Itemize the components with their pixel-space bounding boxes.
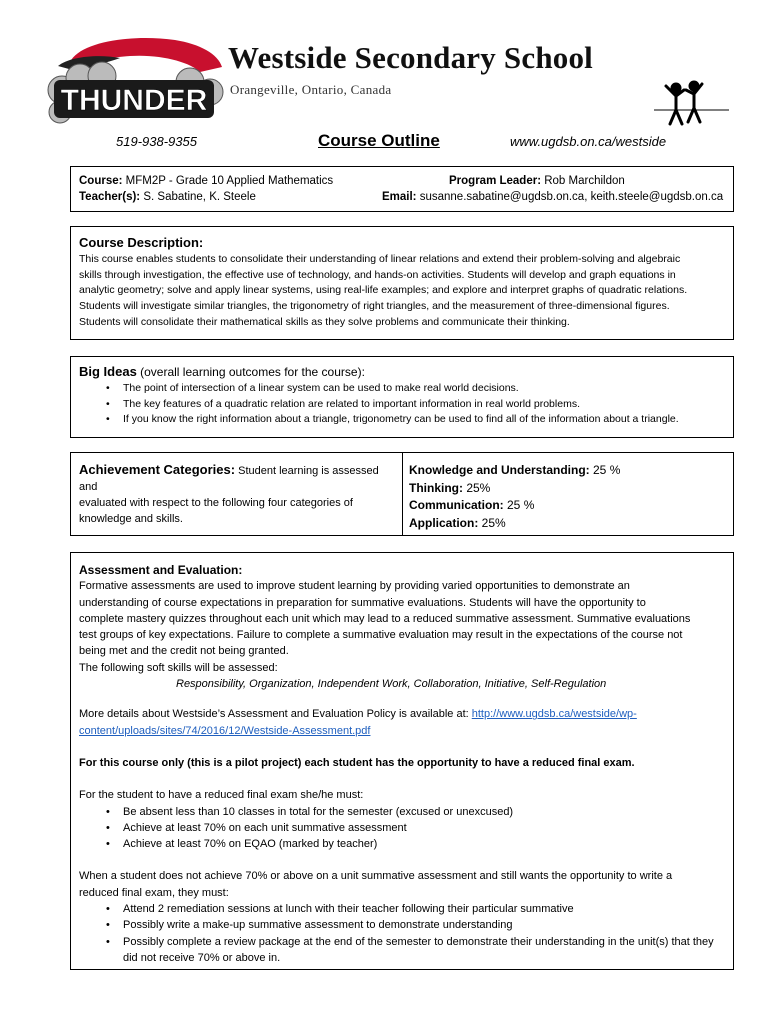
teachers-line — [79, 189, 256, 205]
leader-line — [449, 173, 625, 189]
big-ideas-subheading: (overall learning outcomes for the course): — [136, 365, 365, 379]
description-line: This course enables students to consolidate their understanding of linear relations and extend their problem-solving and algebraic — [79, 253, 681, 265]
description-line: skills through investigation, the effective use of technology, and hands-on activities. Students will develop and graph equations in — [79, 268, 676, 281]
list-item: • Achieve at least 70% on each unit summative assessment — [79, 820, 725, 836]
list-item: • Possibly write a make-up summative assessment to demonstrate understanding — [79, 917, 725, 933]
big-ideas-heading: Big Ideas — [79, 364, 137, 379]
achievement-divider — [402, 453, 403, 535]
assessment-line: understanding of course expectations in preparation for summative evaluations. Students will have the opportunity to — [79, 596, 646, 609]
teachers-value: S. Sabatine, K. Steele — [143, 191, 256, 203]
course-description-box — [70, 226, 734, 340]
page-title: Course Outline — [318, 131, 440, 150]
category-label: Thinking: — [409, 480, 463, 495]
big-ideas-list — [79, 381, 725, 428]
category-label: Communication: — [409, 498, 504, 512]
achievement-text-1: Student learning is assessed and — [79, 465, 379, 493]
school-name: Westside Secondary School — [228, 40, 593, 75]
list-item: • Attend 2 remediation sessions at lunch with their teacher following their particular summative — [79, 901, 725, 917]
school-logo — [40, 32, 225, 126]
list-item: • Achieve at least 70% on EQAO (marked by teacher) — [79, 836, 725, 852]
description-line: Students will investigate similar triangles, the trigonometry of right triangles, and the measurement of three-dimensional figures. — [79, 300, 670, 313]
description-text — [79, 252, 725, 331]
course-label: Course: — [79, 175, 123, 187]
teachers-label: Teacher(s): — [79, 191, 141, 203]
not-achieve-line: When a student does not achieve 70% or above on a unit summative assessment and still wants the opportunity to write a — [79, 870, 673, 883]
reduced-intro: For the student to have a reduced final exam she/he must: — [79, 789, 364, 802]
email-value[interactable]: susanne.sabatine@ugdsb.on.ca, keith.steele@ugdsb.on.ca — [419, 191, 724, 203]
policy-line — [79, 706, 725, 722]
leader-label: Program Leader: — [449, 175, 542, 187]
course-line — [79, 173, 333, 189]
school-location: Orangeville, Ontario, Canada — [230, 82, 392, 97]
category-value: 25 % — [503, 498, 535, 512]
not-achieve-line: reduced final exam, they must: — [79, 886, 229, 899]
category-label: Application: — [409, 515, 479, 530]
policy-text: More details about Westside’s Assessment and Evaluation Policy is available at: — [79, 708, 472, 721]
description-heading: Course Description: — [79, 235, 204, 250]
big-ideas-box — [70, 356, 734, 438]
logo-text: THUNDER — [60, 84, 208, 117]
not-achieve-list — [79, 901, 725, 966]
leader-value: Rob Marchildon — [544, 175, 625, 187]
category-row — [409, 462, 620, 480]
achievement-heading: Achievement Categories: — [79, 462, 236, 477]
category-value: 25% — [478, 515, 506, 530]
email-line — [382, 189, 723, 205]
reduced-requirements-list — [79, 804, 725, 853]
policy-link-continued[interactable]: content/uploads/sites/74/2016/12/Westside-Assessment.pdf — [79, 724, 371, 737]
assessment-line: test groups of key expectations. Failure to complete a summative evaluation may result in the expectations of the course not — [79, 629, 683, 642]
description-line: Students will consolidate their mathematical skills as they solve problems and communicate their thinking. — [79, 315, 570, 328]
people-figures-icon — [654, 80, 729, 128]
assessment-line: being met and the credit not being granted. — [79, 645, 289, 658]
achievement-text-3: knowledge and skills. — [79, 513, 183, 525]
category-value: 25% — [463, 480, 491, 495]
list-item: • The point of intersection of a linear system can be used to make real world decisions. — [79, 381, 725, 397]
course-value: MFM2P - Grade 10 Applied Mathematics — [125, 175, 334, 187]
achievement-description — [79, 462, 399, 527]
phone-number: 519-938-9355 — [116, 134, 197, 149]
category-value: 25 % — [589, 463, 621, 477]
list-item: • Possibly complete a review package at the end of the semester to demonstrate their understanding in the unit(s) that they did not receive 70% or above in. — [79, 934, 725, 967]
soft-skills: Responsibility, Organization, Independent Work, Collaboration, Initiative, Self-Regulation — [176, 678, 607, 691]
course-info-box — [70, 166, 734, 212]
website-url: www.ugdsb.on.ca/westside — [510, 134, 667, 149]
pilot-note: For this course only (this is a pilot project) each student has the opportunity to have a reduced final exam. — [79, 756, 635, 769]
assessment-line: complete mastery quizzes throughout each unit which may lead to a reduced summative assessment. Summative evaluations — [79, 612, 691, 625]
category-label: Knowledge and Understanding: — [409, 463, 590, 477]
assessment-box — [70, 552, 734, 970]
big-ideas-title — [79, 364, 725, 379]
assessment-line: Formative assessments are used to improve student learning by providing varied opportunities to demonstrate an — [79, 580, 630, 593]
email-label: Email: — [382, 191, 417, 203]
description-line: analytic geometry; solve and apply linear systems, using real-life examples; and explore and interpret graphs of quadratic relations. — [79, 284, 688, 297]
list-item: • Be absent less than 10 classes in total for the semester (excused or unexcused) — [79, 804, 725, 820]
achievement-categories — [409, 462, 620, 532]
category-row — [409, 480, 620, 498]
assessment-line: The following soft skills will be assessed: — [79, 661, 278, 674]
achievement-box — [70, 452, 734, 536]
list-item: • If you know the right information about a triangle, trigonometry can be used to find all of the information about a triangle. — [79, 412, 725, 428]
policy-link[interactable]: http://www.ugdsb.ca/westside/wp- — [471, 708, 637, 721]
category-row — [409, 497, 620, 515]
achievement-text-2: evaluated with respect to the following four categories of — [79, 497, 353, 509]
list-item: • The key features of a quadratic relation are related to important information in real world problems. — [79, 397, 725, 413]
assessment-heading: Assessment and Evaluation: — [79, 563, 243, 577]
category-row — [409, 515, 620, 533]
